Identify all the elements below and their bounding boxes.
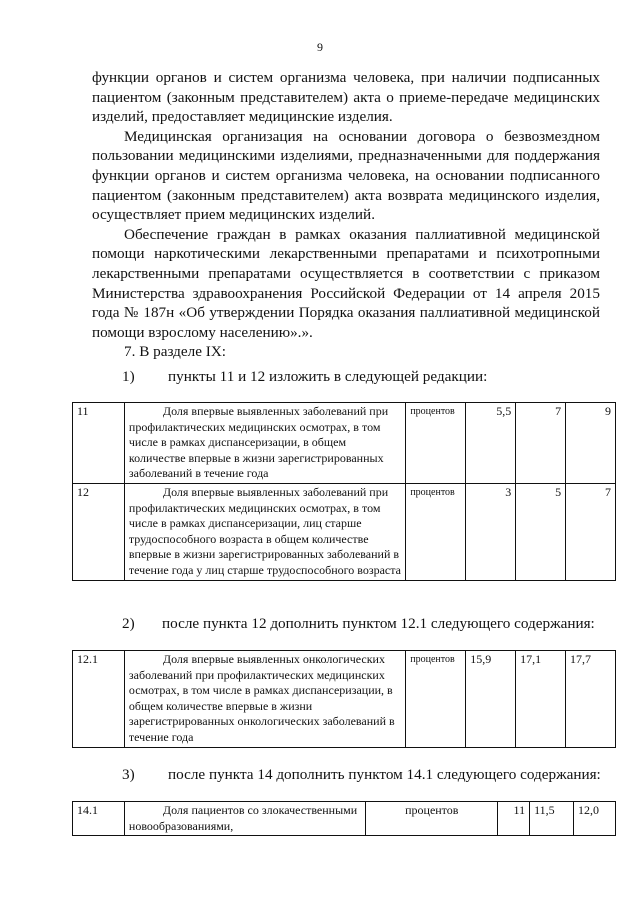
- row-value-1: 5,5: [466, 403, 516, 484]
- row-id: 14.1: [73, 802, 125, 836]
- row-description: Доля впервые выявленных онкологических заболеваний при профилактических медицинских осмотрах, в том числе в рамках диспансеризации, в общем количестве впервые в жизни зарегистрированных онкологических заболеваний в течение года: [124, 651, 405, 748]
- row-unit: процентов: [406, 483, 466, 580]
- row-value-3: 17,7: [566, 651, 616, 748]
- row-unit: процентов: [366, 802, 498, 836]
- row-value-1: 15,9: [466, 651, 516, 748]
- row-value-2: 5: [516, 483, 566, 580]
- row-value-2: 7: [516, 403, 566, 484]
- page-number: 9: [317, 40, 323, 54]
- item-3-number: 3): [122, 766, 135, 783]
- table-indicators-11-12: [72, 402, 616, 581]
- row-id: 12: [73, 483, 125, 580]
- row-value-3: 9: [566, 403, 616, 484]
- item-1-text: пункты 11 и 12 изложить в следующей редакции:: [168, 368, 488, 385]
- table-indicator-12-1: [72, 650, 616, 748]
- table-row: [73, 651, 616, 748]
- row-value-2: 11,5: [530, 802, 574, 836]
- item-2-number: 2): [122, 615, 135, 632]
- table-row: [73, 483, 616, 580]
- item-1-number: 1): [122, 368, 135, 385]
- table-row: [73, 403, 616, 484]
- row-description: Доля впервые выявленных заболеваний при профилактических медицинских осмотрах, в том числе в рамках диспансеризации, в общем количестве впервые в жизни зарегистрированных заболеваний в течение года: [124, 403, 405, 484]
- row-id: 11: [73, 403, 125, 484]
- item-3-text: после пункта 14 дополнить пунктом 14.1 следующего содержания:: [168, 766, 601, 783]
- table-row: [73, 802, 616, 836]
- section-heading: 7. В разделе IX:: [124, 343, 227, 361]
- row-value-3: 12,0: [574, 802, 616, 836]
- row-value-3: 7: [566, 483, 616, 580]
- paragraph-1: функции органов и систем организма человека, при наличии подписанных пациентом (законным представителем) акта о приеме-передаче медицинских изделий, предоставляет медицинские изделия.: [92, 69, 600, 126]
- row-value-1: 11: [498, 802, 530, 836]
- row-value-2: 17,1: [516, 651, 566, 748]
- row-description: Доля пациентов со злокачественными новообразованиями,: [124, 802, 366, 836]
- row-unit: процентов: [406, 403, 466, 484]
- body-text: [92, 68, 600, 362]
- row-value-1: 3: [466, 483, 516, 580]
- item-2-text: после пункта 12 дополнить пунктом 12.1 следующего содержания:: [162, 615, 595, 632]
- paragraph-2: Медицинская организация на основании договора о безвозмездном пользовании медицинскими изделиями, предназначенными для поддержания функции органов и систем организма человека, на основании подписанного пациентом (законным представителем) акта возврата медицинского изделия, осуществляет прием медицинских изделий.: [92, 127, 600, 224]
- row-id: 12.1: [73, 651, 125, 748]
- row-unit: процентов: [406, 651, 466, 748]
- row-description: Доля впервые выявленных заболеваний при профилактических медицинских осмотрах, в том числе в рамках диспансеризации, лиц старше трудоспособного возраста в общем количестве впервые в жизни зарегистрированных заболеваний в течение года у лиц старше трудоспособного возраста: [124, 483, 405, 580]
- table-indicator-14-1: [72, 801, 616, 836]
- paragraph-3: Обеспечение граждан в рамках оказания паллиативной медицинской помощи наркотическими лекарственными препаратами и психотропными лекарственными препаратами осуществляется в соответствии с приказом Министерства здравоохранения Российской Федерации от 14 апреля 2015 года № 187н «Об утверждении Порядка оказания паллиативной медицинской помощи взрослому населению».».: [92, 225, 600, 341]
